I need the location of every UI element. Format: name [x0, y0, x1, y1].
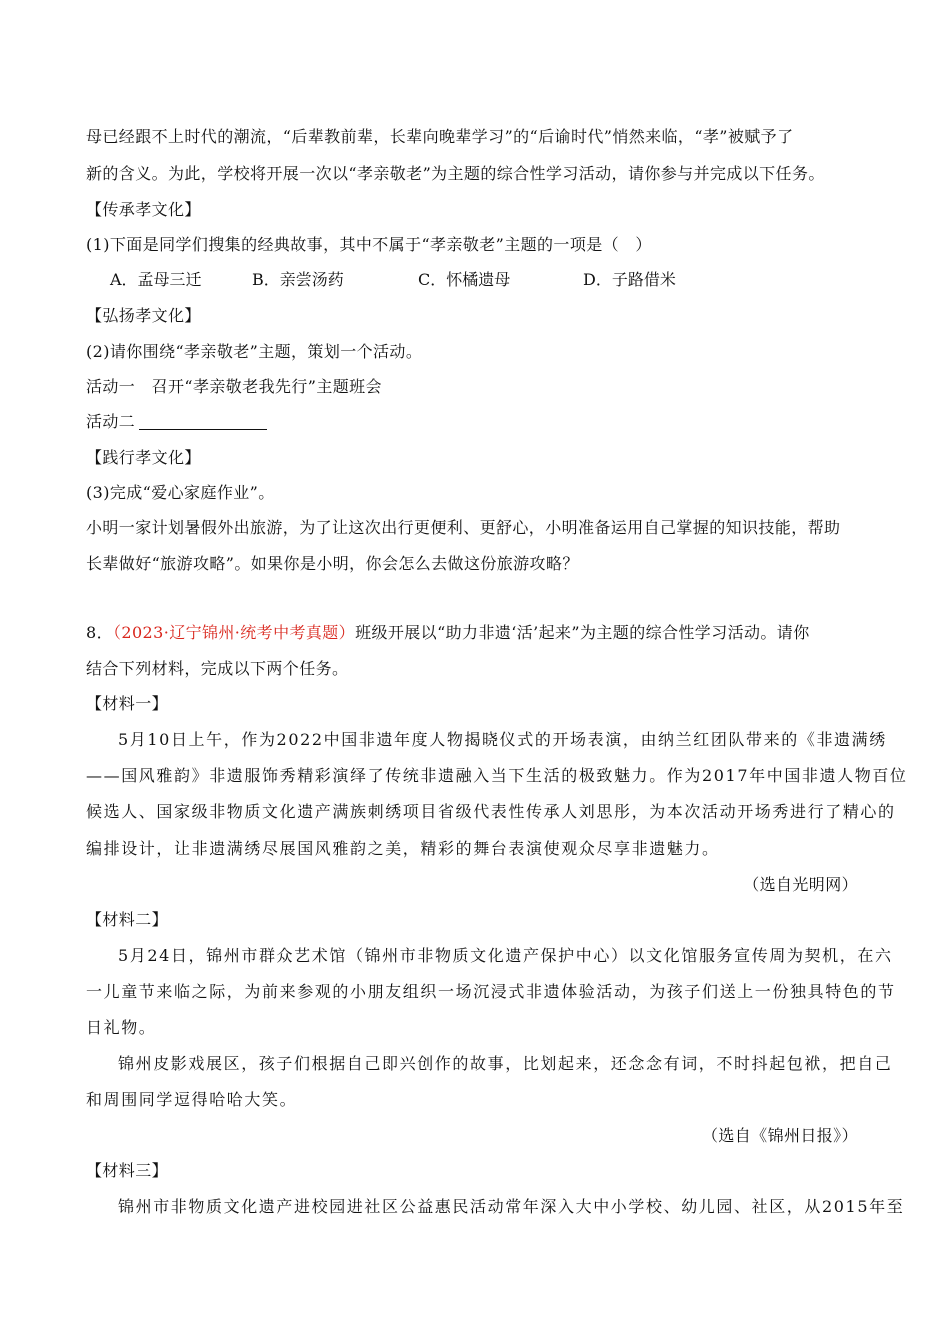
answer-blank[interactable]: [139, 413, 267, 430]
intro-line-1: 母已经跟不上时代的潮流，“后辈教前辈，长辈向晚辈学习”的“后谕时代”悄然来临，“孝”被赋予了: [86, 127, 794, 146]
material-2-line-3: 日礼物。: [86, 1018, 157, 1037]
question-8-stem-1: 班级开展以“助力非遗‘活’起来”为主题的综合性学习活动。请你: [355, 623, 810, 642]
activity-1: 活动一 召开“孝亲敬老我先行”主题班会: [86, 377, 382, 396]
section-heading-inherit: 【传承孝文化】: [86, 200, 201, 219]
option-b: B．亲尝汤药: [252, 270, 344, 289]
material-2-line-2: 一儿童节来临之际，为前来参观的小朋友组织一场沉浸式非遗体验活动，为孩子们送上一份独具特色的节: [86, 982, 896, 1001]
activity-2-label: 活动二: [86, 412, 136, 431]
material-1-line-2: ——国风雅韵》非遗服饰秀精彩演绎了传统非遗融入当下生活的极致魅力。作为2017年中国非遗人物百位: [86, 766, 908, 785]
option-c: C．怀橘遗母: [418, 270, 511, 289]
material-1-heading: 【材料一】: [86, 694, 169, 713]
option-a: A．孟母三迁: [110, 270, 202, 289]
question-8-line-1: [86, 622, 810, 644]
material-3-heading: 【材料三】: [86, 1161, 169, 1180]
material-1-source: （选自光明网）: [743, 875, 858, 894]
question-3-line-1: 小明一家计划暑假外出旅游，为了让这次出行更便利、更舒心，小明准备运用自己掌握的知识技能，帮助: [86, 518, 841, 537]
question-2: (2)请你围绕“孝亲敬老”主题，策划一个活动。: [86, 342, 423, 361]
question-1: (1)下面是同学们搜集的经典故事，其中不属于“孝亲敬老”主题的一项是（ ）: [86, 235, 652, 254]
material-2-line-4: 锦州皮影戏展区，孩子们根据自己即兴创作的故事，比划起来，还念念有词，不时抖起包袱，把自己: [118, 1054, 893, 1073]
activity-2: [86, 411, 267, 433]
material-3-line-1: 锦州市非物质文化遗产进校园进社区公益惠民活动常年深入大中小学校、幼儿园、社区，从2015年至: [118, 1197, 905, 1216]
question-3: (3)完成“爱心家庭作业”。: [86, 483, 275, 502]
question-8-stem-2: 结合下列材料，完成以下两个任务。: [86, 659, 349, 678]
material-2-line-5: 和周围同学逗得哈哈大笑。: [86, 1090, 298, 1109]
option-d: D．子路借米: [583, 270, 676, 289]
intro-line-2: 新的含义。为此，学校将开展一次以“孝亲敬老”为主题的综合性学习活动，请你参与并完成以下任务。: [86, 164, 825, 183]
section-heading-practice: 【践行孝文化】: [86, 448, 201, 467]
material-1-line-4: 编排设计，让非遗满绣尽展国风雅韵之美，精彩的舞台表演使观众尽享非遗魅力。: [86, 839, 720, 858]
section-heading-promote: 【弘扬孝文化】: [86, 306, 201, 325]
question-8-number: 8．: [86, 623, 113, 642]
material-1-line-1: 5月10日上午，作为2022中国非遗年度人物揭晓仪式的开场表演，由纳兰红团队带来的《非遗满绣: [118, 730, 887, 749]
material-2-line-1: 5月24日，锦州市群众艺术馆（锦州市非物质文化遗产保护中心）以文化馆服务宣传周为契机，在六: [118, 946, 893, 965]
material-1-line-3: 候选人、国家级非物质文化遗产满族刺绣项目省级代表性传承人刘思彤，为本次活动开场秀进行了精心的: [86, 802, 896, 821]
material-2-source: （选自《锦州日报》）: [701, 1126, 858, 1145]
question-8-source: （2023·辽宁锦州·统考中考真题）: [112, 623, 356, 642]
question-3-line-2: 长辈做好“旅游攻略”。如果你是小明，你会怎么去做这份旅游攻略？: [86, 554, 579, 573]
material-2-heading: 【材料二】: [86, 910, 169, 929]
